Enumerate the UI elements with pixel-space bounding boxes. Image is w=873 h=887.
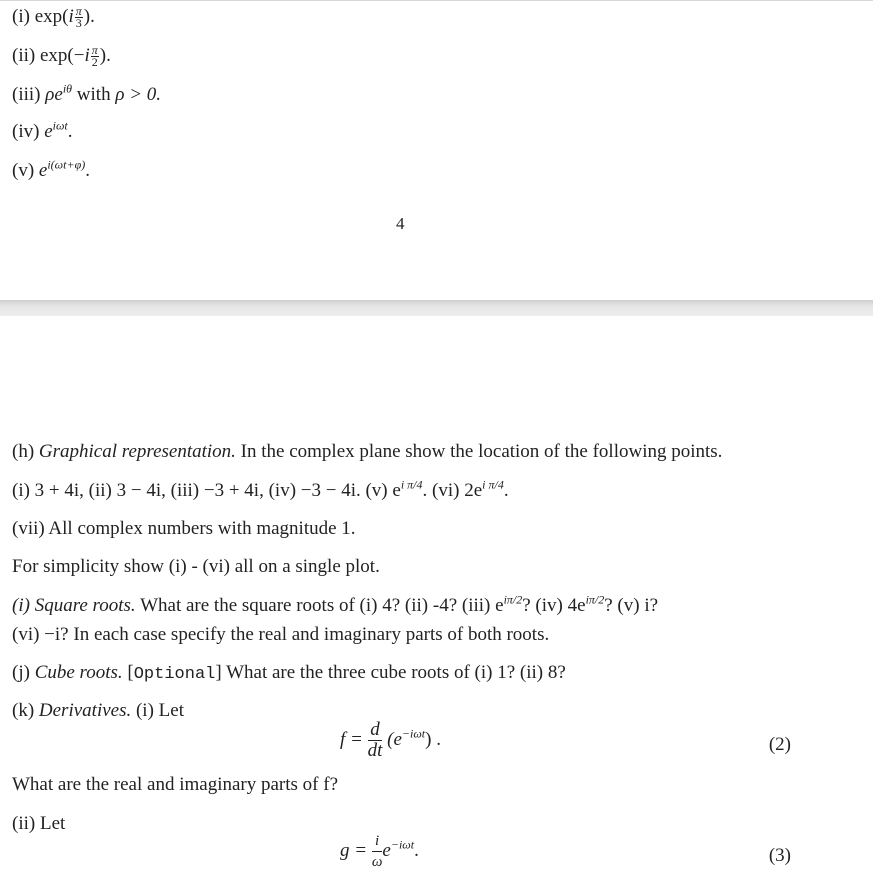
problem-i-title: Square roots. — [34, 595, 136, 616]
equation-2: f = $\frac{d}{dt}$ $(e^{-i\omega t})$ . — [340, 719, 441, 761]
fraction: $\frac{\pi}{3}$ — [75, 4, 82, 31]
equation-number-3: (3) — [768, 845, 791, 866]
problem-h-title: Graphical representation. — [38, 441, 236, 462]
document-page-bottom — [0, 316, 873, 887]
problem-i-line2: (vi) −i? In each case specify the real and imaginary parts of both roots. — [12, 624, 550, 645]
item-v: (v) $e^{i(\omega t+\varphi)}$. — [12, 157, 90, 181]
equation-3: g = $\frac{i}{\omega}$ $e^{-i\omega t}$. — [340, 833, 419, 870]
problem-j: (j) Cube roots. [Optional] What are the three cube roots of (i) 1? (ii) 8? — [12, 662, 566, 684]
item-iv: (iv) $e^{i\omega t}$. — [12, 118, 73, 142]
problem-k-ii: (ii) Let — [12, 813, 66, 834]
fraction: $\frac{\pi}{2}$ — [91, 43, 98, 70]
problem-k-intro: (k) Derivatives. (i) Let — [12, 700, 184, 721]
i-over-omega-fraction: $\frac{i}{\omega}$ — [371, 833, 383, 870]
item-ii: (ii) exp(−i $\frac{\pi}{2}$ ). — [12, 43, 111, 70]
item-iii: (iii) $\rho e^{i\theta}$ with ρ > 0. — [12, 81, 162, 105]
derivative-fraction: $\frac{d}{dt}$ — [367, 719, 383, 761]
document-page-top — [0, 0, 873, 301]
problem-i-line1: (i) Square roots. What are the square roots of (i) 4? (ii) -4? (iii) $e^{i\pi/2}$? (iv) $4e^{i\pi/2}$? (v) i? — [12, 592, 659, 616]
page-number: 4 — [396, 214, 405, 233]
equation-number-2: (2) — [768, 734, 791, 755]
problem-h-points: (i) 3 + 4i, (ii) 3 − 4i, (iii) −3 + 4i, (iv) −3 − 4i. (v) $e^{i \pi/4}$. (vi) $2e^{i \pi/4}$. — [12, 477, 509, 501]
problem-h-vii: (vii) All complex numbers with magnitude 1. — [12, 518, 356, 539]
problem-h-intro: (h) Graphical representation. In the complex plane show the location of the following points. — [12, 441, 723, 462]
problem-h-simplicity: For simplicity show (i) - (vi) all on a single plot. — [12, 556, 380, 577]
problem-k-question: What are the real and imaginary parts of f? — [12, 774, 339, 795]
problem-j-title: Cube roots. — [34, 662, 123, 683]
optional-tag: Optional — [133, 665, 216, 684]
item-i: (i) exp(i $\frac{\pi}{3}$ ). — [12, 4, 95, 31]
page-separator — [0, 300, 873, 316]
problem-k-title: Derivatives. — [38, 700, 132, 721]
